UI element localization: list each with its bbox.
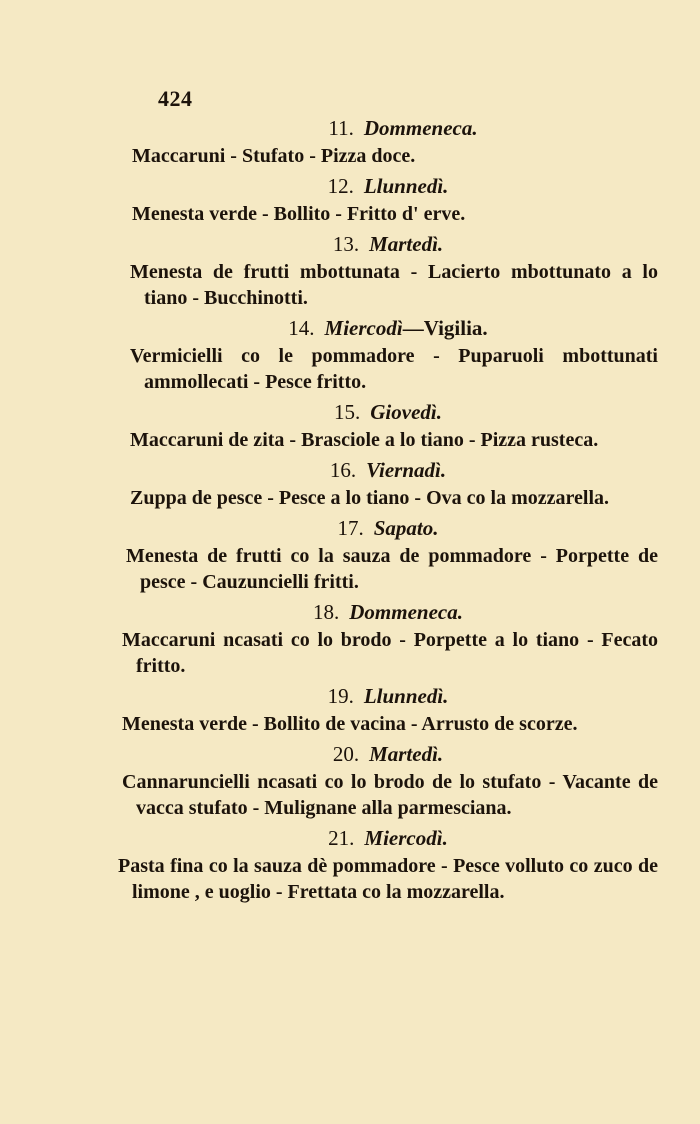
day-header — [118, 741, 658, 767]
day-header — [118, 231, 658, 257]
menu-entry-17 — [118, 515, 658, 595]
day-number: 14. — [288, 316, 315, 340]
day-note: —Vigilia. — [402, 316, 488, 340]
menu-text: Menesta verde - Bollito de vacina - Arrusto de scorze. — [122, 713, 578, 735]
menu-text: Zuppa de pesce - Pesce a lo tiano - Ova co la mozzarella. — [130, 487, 610, 509]
day-number: 20. — [332, 742, 360, 766]
day-header — [148, 115, 658, 141]
day-header — [118, 315, 658, 341]
menu-text: Cannaruncielli ncasati co lo brodo de lo stufato - Vacante de vacca stufato - Mulignane alla parmesciana. — [122, 771, 658, 819]
day-number: 13. — [332, 232, 360, 256]
day-number: 17. — [337, 516, 364, 540]
day-number: 15. — [334, 400, 361, 424]
menu-entry-14 — [118, 315, 658, 395]
menu-text: Maccaruni ncasati co lo brodo - Porpette a lo tiano - Fecato fritto. — [122, 629, 658, 677]
menu-text: Maccaruni de zita - Brasciole a lo tiano - Pizza rusteca. — [130, 429, 599, 451]
menu-text: Vermicielli co le pommadore - Puparuoli mbottunati ammollecati - Pesce fritto. — [130, 345, 658, 393]
day-name: Llunnedì. — [363, 684, 449, 708]
day-name: Giovedì. — [370, 400, 442, 424]
menu-entry-15 — [118, 399, 658, 453]
menu-text: Pasta fina co la sauza dè pommadore - Pesce volluto co zuco de limone , e uoglio - Frettata co la mozzarella. — [118, 855, 658, 903]
day-name: Martedì. — [369, 742, 444, 766]
day-name: Dommeneca. — [349, 600, 463, 624]
menu-entry-18 — [118, 599, 658, 679]
day-name: Miercodì — [324, 316, 403, 340]
day-number: 21. — [328, 826, 355, 850]
day-header — [118, 515, 658, 541]
day-name: Martedì. — [369, 232, 444, 256]
menu-text: Menesta verde - Bollito - Fritto d' erve. — [132, 203, 466, 225]
day-number: 12. — [327, 174, 354, 198]
day-name: Sapato. — [373, 516, 439, 540]
day-name: Llunnedì. — [363, 174, 449, 198]
menu-entry-12 — [118, 173, 658, 227]
menu-text: Menesta de frutti mbottunata - Lacierto mbottunato a lo tiano - Bucchinotti. — [130, 261, 658, 309]
day-header — [118, 825, 658, 851]
page-number: 424 — [158, 86, 193, 111]
menu-entry-13 — [118, 231, 658, 311]
day-header — [118, 599, 658, 625]
menu-list — [118, 112, 658, 909]
day-name: Miercodì. — [364, 826, 448, 850]
day-name: Dommeneca. — [363, 116, 478, 140]
menu-text: Maccaruni - Stufato - Pizza doce. — [132, 145, 416, 167]
menu-entry-11 — [118, 115, 658, 169]
day-number: 19. — [327, 684, 354, 708]
menu-entry-19 — [118, 683, 658, 737]
day-number: 16. — [329, 458, 357, 482]
day-header — [118, 399, 658, 425]
day-header — [118, 683, 658, 709]
menu-entry-20 — [118, 741, 658, 821]
day-number: 11. — [328, 116, 354, 140]
menu-entry-16 — [118, 457, 658, 511]
menu-text: Menesta de frutti co la sauza de pommadore - Porpette de pesce - Cauzuncielli fritti. — [126, 545, 658, 593]
day-name: Viernadì. — [366, 458, 447, 482]
menu-entry-21 — [118, 825, 658, 905]
day-header — [118, 457, 658, 483]
day-number: 18. — [313, 600, 340, 624]
day-header — [118, 173, 658, 199]
